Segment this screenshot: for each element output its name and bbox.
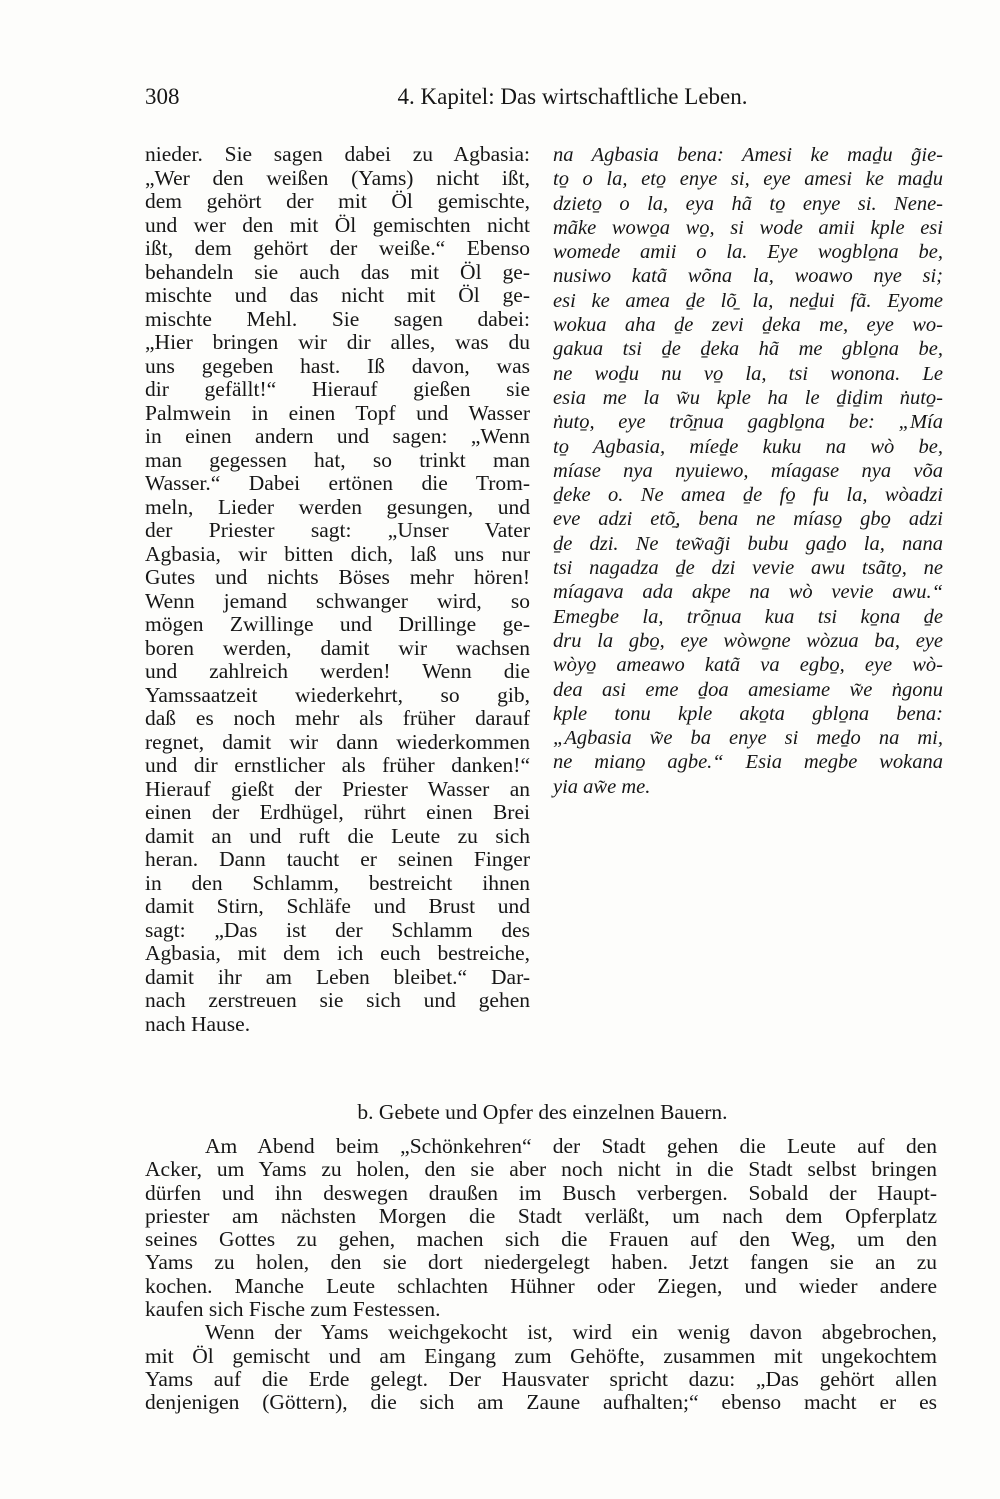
text-line: nach Hause. (145, 1011, 251, 1036)
text-line: to̠ o la, eto̠ enye si, eye amesi ke mad̠u (553, 168, 943, 191)
text-line: Wenn der Yams weichgekocht ist, wird ein wenig davon abgebrochen, (205, 1320, 937, 1345)
text-line: und dir ernstlicher als früher danken!“ (145, 753, 530, 777)
text-line: Yams zu holen, den sie dort niedergelegt haben. Jetzt fangen sie an zu (145, 1250, 937, 1275)
text-line: „Wer den weißen (Yams) nicht ißt, (145, 165, 530, 190)
text-line: man gegessen hat, so trinkt man (145, 447, 530, 472)
text-line: Am Abend beim „Schönkehren“ der Stadt gehen die Leute auf den (205, 1134, 937, 1158)
text-line: míase nya nyuiewo, míagase nya võa (553, 459, 943, 482)
text-line: mischte und das nicht mit Öl ge- (145, 283, 530, 307)
ewe-column (553, 143, 943, 799)
text-line: priester am nächsten Morgen die Stadt verläßt, um nach dem Opferplatz (145, 1203, 937, 1228)
text-line: und zahlreich werden! Wenn die (145, 659, 530, 683)
page-number: 308 (145, 84, 180, 109)
text-line: d̠e dzi. Ne tew̃ag̃i bubu gad̠o la, nana (553, 532, 943, 555)
text-line: nieder. Sie sagen dabei zu Agbasia: (145, 142, 530, 166)
text-line: mischte Mehl. Sie sagen dabei: (145, 306, 530, 331)
text-line: dea asi eme d̠oa amesiame w̃e ṅgonu (553, 678, 943, 701)
text-line: Agbasia, wir bitten dich, laß uns nur (145, 541, 530, 566)
text-line: Agbasia, mit dem ich euch bestreiche, (145, 941, 530, 965)
text-line: heran. Dann taucht er seinen Finger (145, 847, 530, 871)
text-line: Hierauf gießt der Priester Wasser an (145, 776, 530, 801)
text-line: Palmwein in einen Topf und Wasser (145, 400, 530, 425)
text-line: mögen Zwillinge und Drillinge ge- (145, 612, 530, 636)
text-line: uns gegeben hast. Iß davon, was (145, 353, 530, 378)
text-line: Wasser.“ Dabei ertönen die Trom- (145, 471, 530, 495)
text-line: Gutes und nichts Böses mehr hören! (145, 565, 530, 589)
body-paragraphs (145, 1135, 937, 1415)
text-line: dir gefällt!“ Hierauf gießen sie (145, 377, 530, 401)
text-line: womede amii o la. Eye wogblo̠na be, (553, 241, 943, 264)
text-line: der Priester sagt: „Unser Vater (145, 518, 530, 542)
text-line: gakua tsi d̠e d̠eka hã me gblo̠na be, (553, 338, 943, 361)
text-line: seines Gottes zu gehen, machen sich die Frauen auf den Weg, um den (145, 1227, 937, 1252)
text-line: boren werden, damit wir wachsen (145, 635, 530, 660)
text-line: kochen. Manche Leute schlachten Hühner oder Ziegen, und wieder andere (145, 1273, 937, 1298)
text-line: „Hier bringen wir dir alles, was du (145, 330, 530, 354)
text-line: nach zerstreuen sie sich und gehen (145, 988, 530, 1012)
german-column (145, 143, 530, 1036)
text-line: ne wod̠u nu vo̠ la, tsi wonona. Le (553, 362, 943, 385)
text-line: ṅuto̠, eye trõ̠nua gagblo̠na be: „Mía (553, 411, 943, 434)
text-line: einen der Erdhügel, rührt einen Brei (145, 800, 530, 824)
text-line: dem gehört der mit Öl gemischte, (145, 189, 530, 213)
text-line: regnet, damit wir dann wiederkommen (145, 729, 530, 754)
text-line: in den Schlamm, bestreicht ihnen (145, 870, 530, 895)
text-line: damit an und ruft die Leute zu sich (145, 823, 530, 848)
text-line: ne miano̠ agbe.“ Esia megbe wokana (553, 751, 943, 774)
text-line: na Agbasia bena: Amesi ke mad̠u g̃ie- (553, 144, 943, 166)
text-line: damit ihr am Leben bleibet.“ Dar- (145, 964, 530, 989)
text-line: Yamssaatzeit wiederkehrt, so gib, (145, 682, 530, 707)
text-line: mãke wowo̠a wo̠, si wode amii kple esi (553, 216, 943, 239)
running-title: 4. Kapitel: Das wirtschaftliche Leben. (397, 84, 748, 109)
text-line: und wer den mit Öl gemischten nicht (145, 212, 530, 237)
text-line: denjenigen (Göttern), die sich am Zaune aufhalten;“ ebenso macht er es (145, 1390, 937, 1415)
text-line: Yams auf die Erde gelegt. Der Hausvater spricht dazu: „Das gehört allen (145, 1366, 937, 1391)
text-line: nusiwo katã wõna la, woawo nye si; (553, 265, 943, 288)
text-line: meln, Lieder werden gesungen, und (145, 494, 530, 519)
text-line: dru la gbo̠, eye wòwo̠ne wòzua ba, eye (553, 629, 943, 652)
text-line: daß es noch mehr als früher darauf (145, 706, 530, 730)
text-line: behandeln sie auch das mit Öl ge- (145, 259, 530, 284)
text-line: damit Stirn, Schläfe und Brust und (145, 894, 530, 918)
text-line: dzieto̠ o la, eya hã to̠ enye si. Nene- (553, 192, 943, 215)
page-header (145, 84, 940, 118)
text-line: kple tonu kple ako̠ta gblo̠na bena: (553, 702, 943, 725)
text-line: Wenn jemand schwanger wird, so (145, 588, 530, 613)
text-line: sagt: „Das ist der Schlamm des (145, 917, 530, 942)
text-line: d̠eke o. Ne amea d̠e fo̠ fu la, wòadzi (553, 484, 943, 507)
text-line: kaufen sich Fische zum Festessen. (145, 1297, 441, 1322)
text-line: tsi nagadza d̠e dzi vevie awu tsãto̠, ne (553, 557, 943, 580)
text-line: mit Öl gemischt und am Eingang zum Gehöfte, zusammen mit ungekochtem (145, 1343, 937, 1368)
text-line: „Agbasia w̃e ba enye si med̠o na mi, (553, 727, 943, 750)
text-line: yia aw̃e me. (553, 775, 651, 798)
text-line: ißt, dem gehört der weiße.“ Ebenso (145, 236, 530, 260)
text-line: dürfen und ihn deswegen draußen im Busch verbergen. Sobald der Haupt- (145, 1180, 937, 1205)
section-heading: b. Gebete und Opfer des einzelnen Bauern. (357, 1100, 728, 1124)
text-line: wokua aha d̠e zevi d̠eka me, eye wo- (553, 314, 943, 337)
text-line: esi ke amea d̠e lõ̠ la, ned̠ui fã. Eyome (553, 289, 943, 312)
text-line: eve adzi etõ̠, bena ne míaso̠ gbo̠ adzi (553, 508, 943, 531)
text-line: esia me la w̃u kple ha le d̠id̠im ṅuto̠- (553, 386, 943, 409)
text-line: Emegbe la, trõ̠nua kua tsi ko̠na d̠e (553, 605, 943, 628)
text-line: in einen andern und sagen: „Wenn (145, 424, 530, 448)
text-line: Acker, um Yams zu holen, den sie aber noch nicht in die Stadt selbst bringen (145, 1157, 937, 1182)
text-line: míagava ada akpe na wò vevie awu.“ (553, 581, 943, 604)
text-line: to̠ Agbasia, míed̠e kuku na wò be, (553, 435, 943, 458)
text-line: wòyo̠ ameawo katã va egbo̠, eye wò- (553, 654, 943, 677)
